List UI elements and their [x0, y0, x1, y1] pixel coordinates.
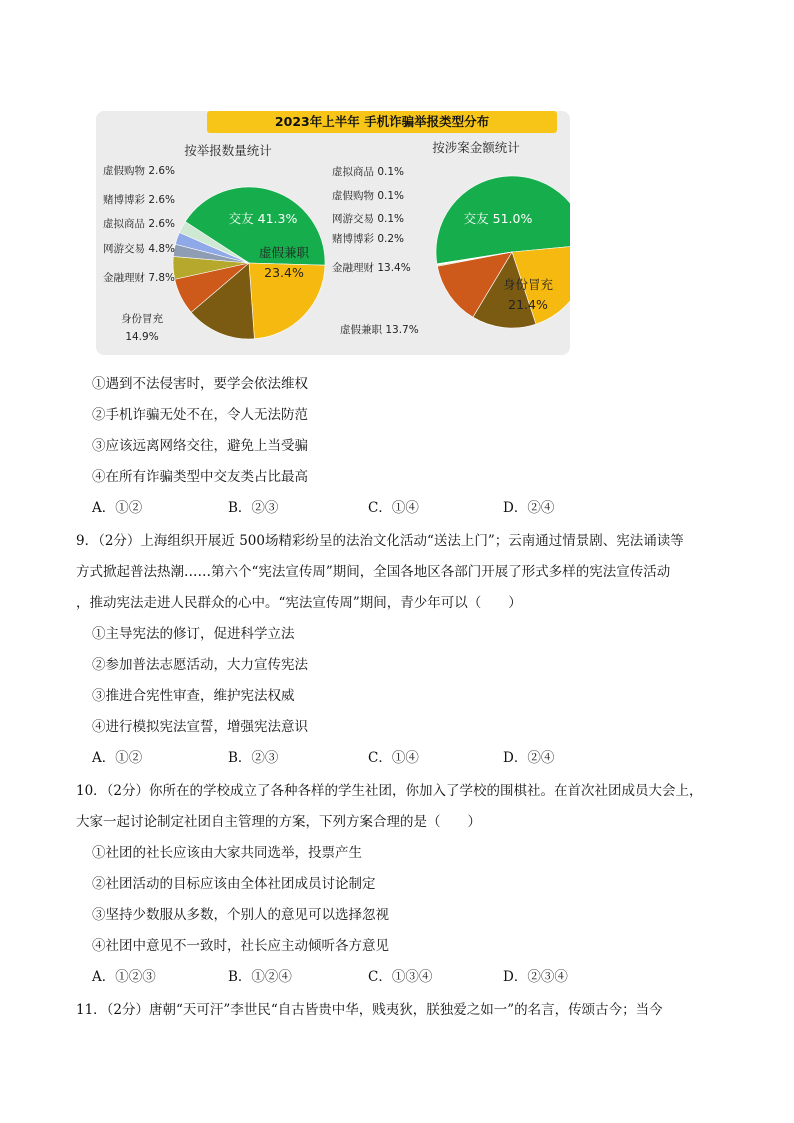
q10-option-b[interactable]: B．①②④	[228, 969, 292, 985]
left-label-dubo: 赌博博彩 2.6%	[103, 194, 176, 206]
q8-option-d[interactable]: D．②④	[503, 500, 555, 516]
q8-statement-1: ①遇到不法侵害时，要学会依法维权	[92, 376, 308, 392]
right-label-jiaoyou: 交友 51.0%	[463, 211, 533, 226]
q10-stem-line-1: 10．（2分）你所在的学校成立了各种各样的学生社团，你加入了学校的围棋社。在首次社团成员大会上，	[76, 783, 703, 799]
q8-option-b[interactable]: B．②③	[228, 500, 279, 516]
q9-stem-line-2: 方式掀起普法热潮……第六个“宪法宣传周”期间，全国各地区各部门开展了形式多样的宪法宣传活动	[76, 564, 671, 580]
q8-statement-3: ③应该远离网络交往，避免上当受骗	[92, 438, 308, 454]
q9-statement-4: ④进行模拟宪法宣誓，增强宪法意识	[92, 719, 308, 735]
left-label-xujiajianzhi-value: 23.4%	[264, 265, 304, 280]
right-label-jinrong: 金融理财 13.4%	[332, 262, 411, 274]
chart-figure	[96, 111, 570, 355]
right-pie	[436, 176, 570, 328]
right-label-xujiajianzhi: 虚假兼职 13.7%	[340, 324, 419, 336]
left-pie	[173, 187, 325, 339]
q9-option-b[interactable]: B．②③	[228, 750, 279, 766]
right-label-dubo: 赌博博彩 0.2%	[332, 233, 405, 245]
q10-statement-2: ②社团活动的目标应该由全体社团成员讨论制定	[92, 876, 376, 892]
left-label-xunishangpin: 虚拟商品 2.6%	[103, 218, 176, 230]
left-label-jinrong: 金融理财 7.8%	[103, 272, 176, 284]
right-chart-title: 按涉案金额统计	[432, 140, 520, 155]
right-label-wangyou: 网游交易 0.1%	[332, 213, 405, 225]
q10-option-c[interactable]: C．①③④	[368, 969, 433, 985]
q9-option-c[interactable]: C．①④	[368, 750, 419, 766]
q10-option-d[interactable]: D．②③④	[503, 969, 568, 985]
left-label-jiaoyou: 交友 41.3%	[228, 211, 298, 226]
q9-statement-3: ③推进合宪性审查，维护宪法权威	[92, 688, 295, 704]
q9-option-a[interactable]: A．①②	[92, 750, 143, 766]
q10-statement-1: ①社团的社长应该由大家共同选举，投票产生	[92, 845, 362, 861]
right-label-xunishangpin: 虚拟商品 0.1%	[332, 166, 405, 178]
q8-option-c[interactable]: C．①④	[368, 500, 419, 516]
q9-statement-2: ②参加普法志愿活动，大力宣传宪法	[92, 657, 308, 673]
q11-stem-line-1: 11．（2分）唐朝“天可汗”李世民“自古皆贵中华，贱夷狄，朕独爱之如一”的名言，传颂古今；当今	[76, 1002, 663, 1018]
right-label-shenfen-value: 21.4%	[508, 297, 548, 312]
left-label-wangyou: 网游交易 4.8%	[103, 243, 176, 255]
q8-option-a[interactable]: A．①②	[92, 500, 143, 516]
chart-banner-title: 2023年上半年 手机诈骗举报类型分布	[207, 111, 557, 133]
q9-option-d[interactable]: D．②④	[503, 750, 555, 766]
q10-stem-line-2: 大家一起讨论制定社团自主管理的方案，下列方案合理的是（ ）	[76, 814, 481, 830]
q9-stem-line-1: 9．（2分）上海组织开展近 500场精彩纷呈的法治文化活动“送法上门”；云南通过情景剧、宪法诵读等	[76, 533, 684, 549]
left-label-shenfen: 身份冒充	[121, 313, 163, 325]
pie-charts	[96, 111, 570, 355]
q9-statement-1: ①主导宪法的修订，促进科学立法	[92, 626, 295, 642]
q8-statement-4: ④在所有诈骗类型中交友类占比最高	[92, 469, 308, 485]
q10-statement-3: ③坚持少数服从多数，个别人的意见可以选择忽视	[92, 907, 389, 923]
left-label-xujiagouwu: 虚假购物 2.6%	[103, 165, 176, 177]
q10-option-a[interactable]: A．①②③	[92, 969, 156, 985]
left-chart-title: 按举报数量统计	[184, 143, 272, 158]
right-label-shenfen: 身份冒充	[502, 277, 554, 292]
left-label-shenfen-value: 14.9%	[125, 331, 159, 343]
q9-stem-line-3: ，推动宪法走进人民群众的心中。“宪法宣传周”期间，青少年可以（ ）	[76, 595, 522, 611]
right-label-xujiagouwu: 虚假购物 0.1%	[332, 190, 405, 202]
q10-statement-4: ④社团中意见不一致时，社长应主动倾听各方意见	[92, 938, 389, 954]
q8-statement-2: ②手机诈骗无处不在，令人无法防范	[92, 407, 308, 423]
left-label-xujiajianzhi: 虚假兼职	[258, 245, 310, 260]
